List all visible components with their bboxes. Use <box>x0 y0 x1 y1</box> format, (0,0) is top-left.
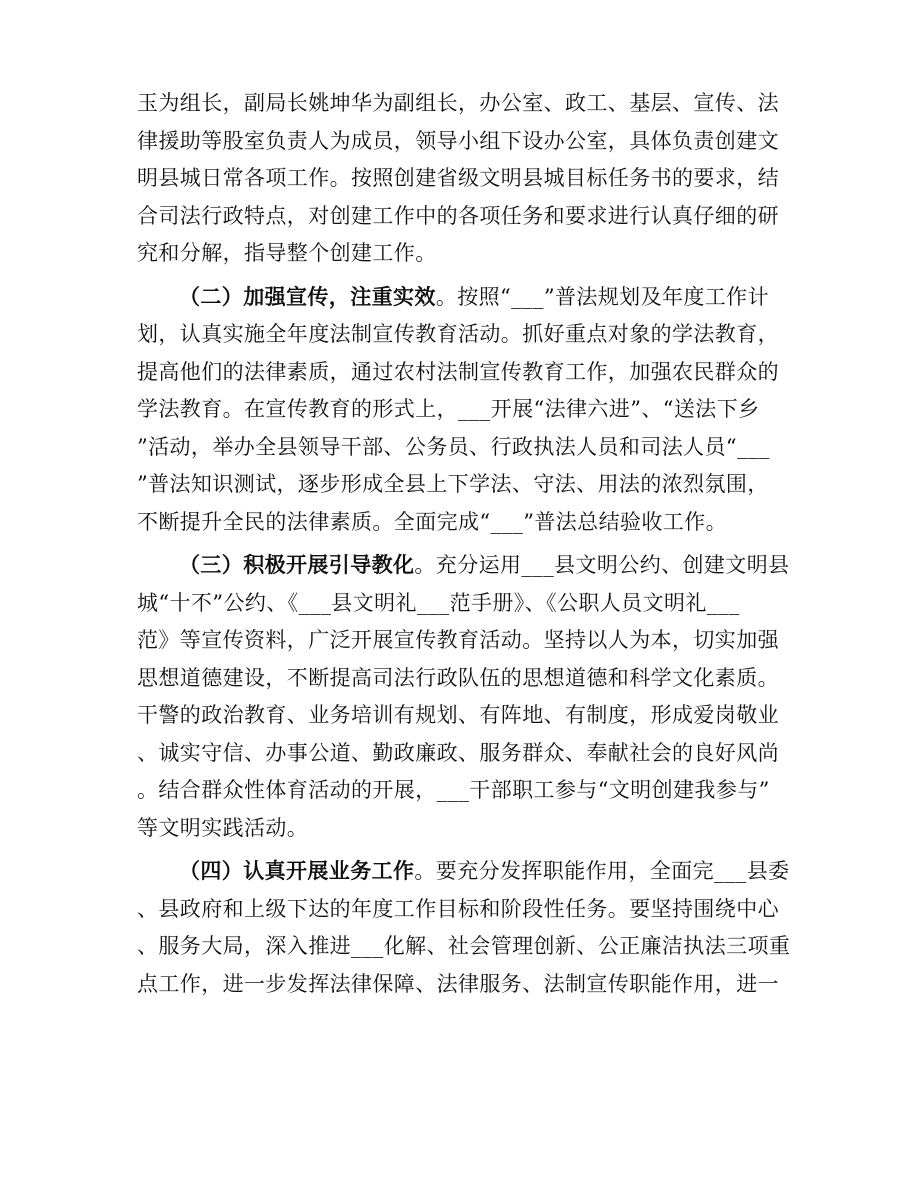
text-line: 明县城日常各项工作。按照创建省级文明县城目标任务书的要求，结 <box>137 166 779 190</box>
section-heading: （二）加强宣传，注重实效 <box>179 283 436 309</box>
paragraph-text: 。要充分发挥职能作用，全面完___县委 <box>414 859 790 883</box>
text-line: 、县政府和上级下达的年度工作目标和阶段性任务。要坚持围绕中心 <box>137 896 779 921</box>
paragraph-first-line <box>137 282 787 312</box>
text-line: 等文明实践活动。 <box>137 815 309 840</box>
section-heading: （四）认真开展业务工作 <box>179 858 415 883</box>
text-line: 不断提升全民的法律素质。全面完成“___”普法总结验收工作。 <box>137 509 727 534</box>
text-line: 究和分解，指导整个创建工作。 <box>137 241 437 265</box>
text-line: 合司法行政特点，对创建工作中的各项任务和要求进行认真仔细的研 <box>137 203 779 228</box>
paragraph-first-line <box>137 856 790 886</box>
text-line: 范》等宣传资料，广泛开展宣传教育活动。坚持以人为本，切实加强 <box>137 628 779 652</box>
paragraph-text: 。按照“___”普法规划及年度工作计 <box>435 284 769 309</box>
document-page <box>137 88 791 1006</box>
text-line: 划，认真实施全年度法制宣传教育活动。抓好重点对象的学法教育， <box>137 322 779 346</box>
text-line: 。结合群众性体育活动的开展，___干部职工参与“文明创建我参与” <box>137 778 770 802</box>
text-line: 提高他们的法律素质，通过农村法制宣传教育工作，加强农民群众的 <box>137 359 779 384</box>
paragraph-4 <box>137 856 791 999</box>
text-line: ”活动，举办全县领导干部、公务员、行政执法人员和司法人员“___ <box>137 434 770 459</box>
text-line: 点工作，进一步发挥法律保障、法律服务、法制宣传职能作用，进一 <box>137 971 779 996</box>
text-line: 城“十不”公约、《___县文明礼___范手册》、《公职人员文明礼___ <box>137 590 740 615</box>
paragraph-first-line <box>137 550 790 580</box>
text-line: 、诚实守信、办事公道、勤政廉政、服务群众、奉献社会的良好风尚 <box>137 740 779 765</box>
paragraph-1 <box>137 88 787 268</box>
text-line: 思想道德建设，不断提高司法行政队伍的思想道德和科学文化素质。 <box>137 665 779 690</box>
text-line: 律援助等股室负责人为成员，领导小组下设办公室，具体负责创建文 <box>137 128 779 153</box>
section-heading: （三）积极开展引导教化 <box>179 552 415 577</box>
paragraph-3 <box>137 550 790 843</box>
text-line: 学法教育。在宣传教育的形式上，___开展“法律六进”、“送法下乡 <box>137 397 760 421</box>
text-line: 玉为组长，副局长姚坤华为副组长，办公室、政工、基层、宣传、法 <box>137 91 779 115</box>
text-line: ”普法知识测试，逐步形成全县上下学法、守法、用法的浓烈氛围， <box>137 472 769 496</box>
text-line: 、服务大局，深入推进___化解、社会管理创新、公正廉洁执法三项重 <box>137 934 791 958</box>
text-line: 干警的政治教育、业务培训有规划、有阵地、有制度，形成爱岗敬业 <box>137 703 779 727</box>
paragraph-text: 。充分运用___县文明公约、创建文明县 <box>414 553 790 577</box>
paragraph-2 <box>137 282 787 537</box>
